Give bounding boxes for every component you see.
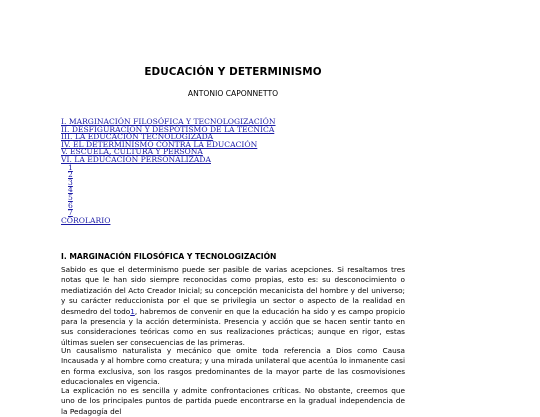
paragraph-text: , habremos de convenir en que la educación ha sido y es campo propicio para la presencia y la acción determinista. Presencia y acción que se hacen sentir tanto en sus consideraciones teóricas como en sus realizaciones prácticas; aunque en rigor, estas últimas suelen ser consecuencias de las primeras. <box>61 306 406 347</box>
toc-link-section-3[interactable]: III. LA EDUCACIÓN TECNOLOGIZADA <box>61 132 214 142</box>
toc-link-note-3[interactable]: 3 <box>68 177 73 187</box>
toc-link-section-6[interactable]: VI. LA EDUCACIÓN PERSONALIZADA <box>61 154 211 164</box>
toc-link-note-2[interactable]: 2 <box>68 170 73 180</box>
document-author: ANTONIO CAPONNETTO <box>187 89 279 98</box>
toc-link-section-4[interactable]: IV. EL DETERMINISMO CONTRA LA EDUCACIÓN <box>61 139 258 149</box>
paragraph-text: Sabido es que el determinismo puede ser pasible de varias acepciones. Si resaltamos tres notas que le han sido siempre reconocidas como propias, esto es: su desconocimiento o mediatización del Acto Creador Inicial; su concepción mecanicista del hombre y del universo; y su carácter reduccionista por el que se privilegia un sector o aspecto de la realidad en desmedro del todo <box>61 265 405 316</box>
document-title: EDUCACIÓN Y DETERMINISMO <box>144 66 322 78</box>
footnote-link-1[interactable]: 1 <box>130 306 135 316</box>
paragraph <box>61 265 405 348</box>
paragraph: Un causalismo naturalista y mecánico que omite toda referencia a Dios como Causa Incausada y al hombre como creatura; y una mirada unilateral que acentúa lo inmanente casi en forma exclusiva, son los rasgos predominantes de la mayor parte de las cosmovisiones educacionales en vigencia. <box>61 346 405 387</box>
toc-link-section-5[interactable]: V. ESCUELA, CULTURA Y PERSONA <box>61 147 203 157</box>
toc-link-note-5[interactable]: 5 <box>68 192 73 202</box>
toc-link-note-1[interactable]: 1 <box>68 162 73 172</box>
toc-link-section-2[interactable]: II. DESFIGURACIÓN Y DESPOTISMO DE LA TÉCNICA <box>61 124 275 134</box>
paragraph: La explicación no es sencilla y admite confrontaciones críticas. No obstante, creemos que uno de los principales puntos de partida puede encontrarse en la gradual independencia de la Pedagogía del <box>61 386 405 416</box>
toc-link-note-7[interactable]: 7 <box>68 208 73 218</box>
toc-link-section-1[interactable]: I. MARGINACIÓN FILOSÓFICA Y TECNOLOGIZACIÓN <box>61 117 276 126</box>
table-of-contents <box>61 118 276 224</box>
toc-link-corolario[interactable]: COROLARIO <box>61 215 111 225</box>
section-heading: I. MARGINACIÓN FILOSÓFICA Y TECNOLOGIZACIÓN <box>61 252 277 261</box>
toc-link-note-4[interactable]: 4 <box>68 185 73 195</box>
toc-link-note-6[interactable]: 6 <box>68 200 73 210</box>
